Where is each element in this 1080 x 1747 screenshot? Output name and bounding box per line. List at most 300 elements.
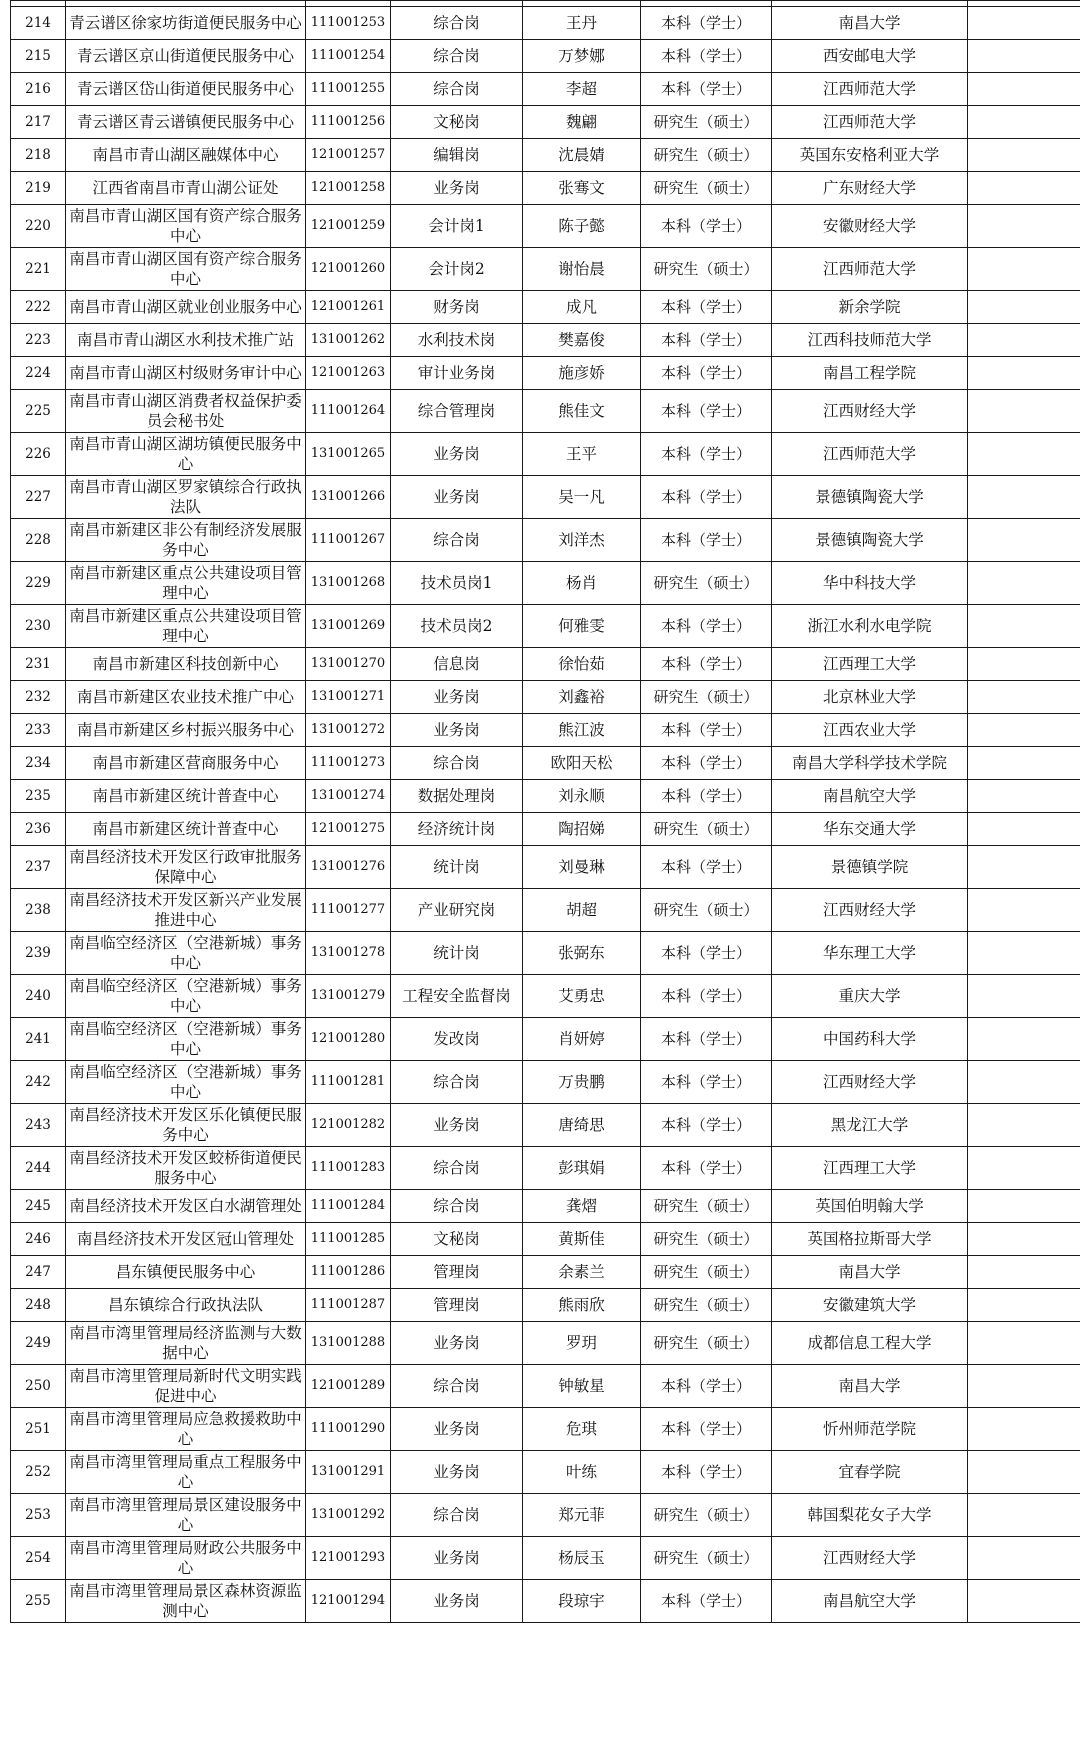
degree: 研究生（硕士） bbox=[641, 1322, 772, 1365]
table-row bbox=[11, 433, 1080, 476]
roster-table bbox=[10, 0, 1080, 1623]
row-number: 227 bbox=[11, 476, 66, 519]
blank-cell bbox=[968, 106, 1080, 139]
school: 西安邮电大学 bbox=[772, 40, 968, 73]
candidate-name: 刘洋杰 bbox=[523, 519, 641, 562]
school: 江西财经大学 bbox=[772, 889, 968, 932]
candidate-name: 成凡 bbox=[523, 291, 641, 324]
table-row bbox=[11, 1147, 1080, 1190]
post-name: 审计业务岗 bbox=[391, 357, 523, 390]
school: 重庆大学 bbox=[772, 975, 968, 1018]
row-number: 246 bbox=[11, 1223, 66, 1256]
degree: 本科（学士） bbox=[641, 1018, 772, 1061]
degree: 本科（学士） bbox=[641, 747, 772, 780]
post-name: 综合岗 bbox=[391, 7, 523, 40]
table-row bbox=[11, 390, 1080, 433]
school: 忻州师范学院 bbox=[772, 1408, 968, 1451]
post-code: 111001290 bbox=[306, 1408, 391, 1451]
row-number: 222 bbox=[11, 291, 66, 324]
employer-unit: 南昌临空经济区（空港新城）事务中心 bbox=[66, 932, 306, 975]
table-row bbox=[11, 106, 1080, 139]
row-number: 224 bbox=[11, 357, 66, 390]
candidate-name: 王平 bbox=[523, 433, 641, 476]
degree: 本科（学士） bbox=[641, 519, 772, 562]
post-name: 综合岗 bbox=[391, 519, 523, 562]
school: 华中科技大学 bbox=[772, 562, 968, 605]
table-row bbox=[11, 1322, 1080, 1365]
document-page bbox=[10, 0, 1080, 1747]
candidate-name: 施彦娇 bbox=[523, 357, 641, 390]
school: 南昌工程学院 bbox=[772, 357, 968, 390]
degree: 本科（学士） bbox=[641, 846, 772, 889]
degree: 研究生（硕士） bbox=[641, 106, 772, 139]
blank-cell bbox=[968, 172, 1080, 205]
blank-cell bbox=[968, 889, 1080, 932]
blank-cell bbox=[968, 1256, 1080, 1289]
candidate-name: 魏翩 bbox=[523, 106, 641, 139]
table-row bbox=[11, 714, 1080, 747]
row-number: 245 bbox=[11, 1190, 66, 1223]
candidate-name: 段琼宇 bbox=[523, 1580, 641, 1623]
degree: 本科（学士） bbox=[641, 205, 772, 248]
blank-cell bbox=[968, 780, 1080, 813]
post-name: 综合岗 bbox=[391, 1147, 523, 1190]
post-code: 111001255 bbox=[306, 73, 391, 106]
table-row bbox=[11, 747, 1080, 780]
school: 景德镇陶瓷大学 bbox=[772, 519, 968, 562]
blank-cell bbox=[968, 1289, 1080, 1322]
candidate-name: 杨辰玉 bbox=[523, 1537, 641, 1580]
school: 江西财经大学 bbox=[772, 1537, 968, 1580]
employer-unit: 南昌经济技术开发区蛟桥街道便民服务中心 bbox=[66, 1147, 306, 1190]
school: 中国药科大学 bbox=[772, 1018, 968, 1061]
post-code: 111001281 bbox=[306, 1061, 391, 1104]
post-code: 131001266 bbox=[306, 476, 391, 519]
post-name: 综合管理岗 bbox=[391, 390, 523, 433]
employer-unit: 江西省南昌市青山湖公证处 bbox=[66, 172, 306, 205]
candidate-name: 刘鑫裕 bbox=[523, 681, 641, 714]
school: 黑龙江大学 bbox=[772, 1104, 968, 1147]
post-name: 业务岗 bbox=[391, 1104, 523, 1147]
post-code: 121001293 bbox=[306, 1537, 391, 1580]
post-name: 产业研究岗 bbox=[391, 889, 523, 932]
degree: 本科（学士） bbox=[641, 1580, 772, 1623]
row-number: 236 bbox=[11, 813, 66, 846]
employer-unit: 南昌市新建区统计普查中心 bbox=[66, 813, 306, 846]
school: 新余学院 bbox=[772, 291, 968, 324]
table-row bbox=[11, 291, 1080, 324]
employer-unit: 南昌经济技术开发区行政审批服务保障中心 bbox=[66, 846, 306, 889]
candidate-name: 何雅雯 bbox=[523, 605, 641, 648]
school: 英国伯明翰大学 bbox=[772, 1190, 968, 1223]
post-code: 131001270 bbox=[306, 648, 391, 681]
blank-cell bbox=[968, 562, 1080, 605]
post-code: 111001277 bbox=[306, 889, 391, 932]
degree: 本科（学士） bbox=[641, 476, 772, 519]
employer-unit: 南昌市新建区乡村振兴服务中心 bbox=[66, 714, 306, 747]
table-row bbox=[11, 813, 1080, 846]
degree: 本科（学士） bbox=[641, 40, 772, 73]
school: 安徽建筑大学 bbox=[772, 1289, 968, 1322]
degree: 研究生（硕士） bbox=[641, 1494, 772, 1537]
degree: 本科（学士） bbox=[641, 780, 772, 813]
school: 江西理工大学 bbox=[772, 1147, 968, 1190]
table-row bbox=[11, 7, 1080, 40]
employer-unit: 南昌市新建区统计普查中心 bbox=[66, 780, 306, 813]
row-number: 233 bbox=[11, 714, 66, 747]
school: 景德镇陶瓷大学 bbox=[772, 476, 968, 519]
table-row bbox=[11, 1223, 1080, 1256]
school: 北京林业大学 bbox=[772, 681, 968, 714]
row-number: 229 bbox=[11, 562, 66, 605]
post-name: 技术员岗1 bbox=[391, 562, 523, 605]
post-name: 业务岗 bbox=[391, 1322, 523, 1365]
degree: 研究生（硕士） bbox=[641, 681, 772, 714]
degree: 本科（学士） bbox=[641, 390, 772, 433]
blank-cell bbox=[968, 1061, 1080, 1104]
degree: 本科（学士） bbox=[641, 605, 772, 648]
table-row bbox=[11, 324, 1080, 357]
blank-cell bbox=[968, 648, 1080, 681]
school: 江西财经大学 bbox=[772, 1061, 968, 1104]
school: 南昌大学 bbox=[772, 1256, 968, 1289]
table-row bbox=[11, 1494, 1080, 1537]
school: 江西师范大学 bbox=[772, 106, 968, 139]
post-code: 121001289 bbox=[306, 1365, 391, 1408]
school: 成都信息工程大学 bbox=[772, 1322, 968, 1365]
employer-unit: 南昌市青山湖区水利技术推广站 bbox=[66, 324, 306, 357]
degree: 本科（学士） bbox=[641, 7, 772, 40]
table-row bbox=[11, 476, 1080, 519]
employer-unit: 南昌市湾里管理局财政公共服务中心 bbox=[66, 1537, 306, 1580]
blank-cell bbox=[968, 324, 1080, 357]
post-code: 131001268 bbox=[306, 562, 391, 605]
row-number: 232 bbox=[11, 681, 66, 714]
school: 南昌航空大学 bbox=[772, 780, 968, 813]
school: 广东财经大学 bbox=[772, 172, 968, 205]
degree: 本科（学士） bbox=[641, 1061, 772, 1104]
post-name: 经济统计岗 bbox=[391, 813, 523, 846]
table-row bbox=[11, 73, 1080, 106]
candidate-name: 刘曼琳 bbox=[523, 846, 641, 889]
school: 景德镇学院 bbox=[772, 846, 968, 889]
post-name: 业务岗 bbox=[391, 1408, 523, 1451]
post-name: 统计岗 bbox=[391, 932, 523, 975]
school: 江西财经大学 bbox=[772, 390, 968, 433]
degree: 本科（学士） bbox=[641, 1408, 772, 1451]
blank-cell bbox=[968, 681, 1080, 714]
table-row bbox=[11, 1289, 1080, 1322]
row-number: 248 bbox=[11, 1289, 66, 1322]
employer-unit: 南昌市青山湖区国有资产综合服务中心 bbox=[66, 248, 306, 291]
blank-cell bbox=[968, 1104, 1080, 1147]
blank-cell bbox=[968, 476, 1080, 519]
row-number: 235 bbox=[11, 780, 66, 813]
row-number: 215 bbox=[11, 40, 66, 73]
post-name: 工程安全监督岗 bbox=[391, 975, 523, 1018]
post-name: 业务岗 bbox=[391, 433, 523, 476]
employer-unit: 南昌临空经济区（空港新城）事务中心 bbox=[66, 975, 306, 1018]
employer-unit: 青云谱区青云谱镇便民服务中心 bbox=[66, 106, 306, 139]
roster-body bbox=[11, 1, 1080, 1623]
row-number: 254 bbox=[11, 1537, 66, 1580]
post-name: 业务岗 bbox=[391, 172, 523, 205]
post-name: 业务岗 bbox=[391, 681, 523, 714]
post-code: 111001283 bbox=[306, 1147, 391, 1190]
employer-unit: 南昌市青山湖区村级财务审计中心 bbox=[66, 357, 306, 390]
post-code: 131001278 bbox=[306, 932, 391, 975]
candidate-name: 罗玥 bbox=[523, 1322, 641, 1365]
candidate-name: 陶招娣 bbox=[523, 813, 641, 846]
school: 宜春学院 bbox=[772, 1451, 968, 1494]
employer-unit: 南昌市新建区重点公共建设项目管理中心 bbox=[66, 605, 306, 648]
table-row bbox=[11, 681, 1080, 714]
candidate-name: 刘永顺 bbox=[523, 780, 641, 813]
table-row bbox=[11, 1018, 1080, 1061]
employer-unit: 南昌市新建区科技创新中心 bbox=[66, 648, 306, 681]
blank-cell bbox=[968, 73, 1080, 106]
employer-unit: 昌东镇便民服务中心 bbox=[66, 1256, 306, 1289]
degree: 研究生（硕士） bbox=[641, 1223, 772, 1256]
post-code: 121001258 bbox=[306, 172, 391, 205]
blank-cell bbox=[968, 1451, 1080, 1494]
blank-cell bbox=[968, 747, 1080, 780]
post-code: 131001269 bbox=[306, 605, 391, 648]
row-number: 225 bbox=[11, 390, 66, 433]
row-number: 219 bbox=[11, 172, 66, 205]
school: 江西师范大学 bbox=[772, 73, 968, 106]
candidate-name: 郑元菲 bbox=[523, 1494, 641, 1537]
row-number: 223 bbox=[11, 324, 66, 357]
table-row bbox=[11, 205, 1080, 248]
table-row bbox=[11, 975, 1080, 1018]
school: 英国格拉斯哥大学 bbox=[772, 1223, 968, 1256]
post-name: 综合岗 bbox=[391, 1061, 523, 1104]
employer-unit: 南昌市青山湖区消费者权益保护委员会秘书处 bbox=[66, 390, 306, 433]
school: 江西师范大学 bbox=[772, 248, 968, 291]
row-number: 218 bbox=[11, 139, 66, 172]
candidate-name: 沈晨婧 bbox=[523, 139, 641, 172]
degree: 研究生（硕士） bbox=[641, 172, 772, 205]
employer-unit: 青云谱区徐家坊街道便民服务中心 bbox=[66, 7, 306, 40]
degree: 本科（学士） bbox=[641, 433, 772, 476]
table-row bbox=[11, 139, 1080, 172]
table-row bbox=[11, 172, 1080, 205]
school: 华东理工大学 bbox=[772, 932, 968, 975]
post-code: 111001264 bbox=[306, 390, 391, 433]
blank-cell bbox=[968, 291, 1080, 324]
degree: 研究生（硕士） bbox=[641, 139, 772, 172]
school: 英国东安格利亚大学 bbox=[772, 139, 968, 172]
degree: 本科（学士） bbox=[641, 932, 772, 975]
blank-cell bbox=[968, 1408, 1080, 1451]
employer-unit: 南昌经济技术开发区乐化镇便民服务中心 bbox=[66, 1104, 306, 1147]
degree: 研究生（硕士） bbox=[641, 1289, 772, 1322]
employer-unit: 南昌临空经济区（空港新城）事务中心 bbox=[66, 1061, 306, 1104]
row-number: 247 bbox=[11, 1256, 66, 1289]
school: 江西科技师范大学 bbox=[772, 324, 968, 357]
blank-cell bbox=[968, 139, 1080, 172]
row-number: 220 bbox=[11, 205, 66, 248]
post-code: 131001276 bbox=[306, 846, 391, 889]
degree: 本科（学士） bbox=[641, 1104, 772, 1147]
table-row bbox=[11, 248, 1080, 291]
candidate-name: 张弼东 bbox=[523, 932, 641, 975]
blank-cell bbox=[968, 1322, 1080, 1365]
employer-unit: 南昌市青山湖区罗家镇综合行政执法队 bbox=[66, 476, 306, 519]
blank-cell bbox=[968, 975, 1080, 1018]
candidate-name: 吴一凡 bbox=[523, 476, 641, 519]
post-code: 131001274 bbox=[306, 780, 391, 813]
post-name: 业务岗 bbox=[391, 1537, 523, 1580]
post-name: 业务岗 bbox=[391, 1580, 523, 1623]
candidate-name: 熊江波 bbox=[523, 714, 641, 747]
post-name: 信息岗 bbox=[391, 648, 523, 681]
post-code: 111001287 bbox=[306, 1289, 391, 1322]
row-number: 250 bbox=[11, 1365, 66, 1408]
candidate-name: 余素兰 bbox=[523, 1256, 641, 1289]
table-row bbox=[11, 648, 1080, 681]
blank-cell bbox=[968, 1537, 1080, 1580]
degree: 研究生（硕士） bbox=[641, 248, 772, 291]
employer-unit: 南昌市青山湖区国有资产综合服务中心 bbox=[66, 205, 306, 248]
degree: 研究生（硕士） bbox=[641, 1537, 772, 1580]
employer-unit: 南昌临空经济区（空港新城）事务中心 bbox=[66, 1018, 306, 1061]
row-number: 252 bbox=[11, 1451, 66, 1494]
employer-unit: 南昌市青山湖区湖坊镇便民服务中心 bbox=[66, 433, 306, 476]
post-name: 业务岗 bbox=[391, 714, 523, 747]
degree: 本科（学士） bbox=[641, 1147, 772, 1190]
candidate-name: 熊雨欣 bbox=[523, 1289, 641, 1322]
row-number: 231 bbox=[11, 648, 66, 681]
post-code: 111001284 bbox=[306, 1190, 391, 1223]
post-name: 综合岗 bbox=[391, 1494, 523, 1537]
degree: 研究生（硕士） bbox=[641, 813, 772, 846]
post-code: 111001286 bbox=[306, 1256, 391, 1289]
blank-cell bbox=[968, 714, 1080, 747]
blank-cell bbox=[968, 1190, 1080, 1223]
candidate-name: 张骞文 bbox=[523, 172, 641, 205]
post-name: 综合岗 bbox=[391, 747, 523, 780]
school: 江西农业大学 bbox=[772, 714, 968, 747]
degree: 本科（学士） bbox=[641, 291, 772, 324]
degree: 本科（学士） bbox=[641, 357, 772, 390]
blank-cell bbox=[968, 932, 1080, 975]
post-code: 111001273 bbox=[306, 747, 391, 780]
post-code: 121001263 bbox=[306, 357, 391, 390]
post-code: 111001256 bbox=[306, 106, 391, 139]
employer-unit: 南昌经济技术开发区新兴产业发展推进中心 bbox=[66, 889, 306, 932]
table-row bbox=[11, 1580, 1080, 1623]
row-number: 214 bbox=[11, 7, 66, 40]
blank-cell bbox=[968, 248, 1080, 291]
row-number: 234 bbox=[11, 747, 66, 780]
degree: 研究生（硕士） bbox=[641, 889, 772, 932]
blank-cell bbox=[968, 7, 1080, 40]
post-code: 131001291 bbox=[306, 1451, 391, 1494]
candidate-name: 胡超 bbox=[523, 889, 641, 932]
employer-unit: 青云谱区京山街道便民服务中心 bbox=[66, 40, 306, 73]
school: 江西理工大学 bbox=[772, 648, 968, 681]
employer-unit: 南昌市湾里管理局景区森林资源监测中心 bbox=[66, 1580, 306, 1623]
row-number: 221 bbox=[11, 248, 66, 291]
post-name: 综合岗 bbox=[391, 1365, 523, 1408]
row-number: 255 bbox=[11, 1580, 66, 1623]
row-number: 251 bbox=[11, 1408, 66, 1451]
post-code: 121001275 bbox=[306, 813, 391, 846]
employer-unit: 南昌市湾里管理局景区建设服务中心 bbox=[66, 1494, 306, 1537]
post-name: 综合岗 bbox=[391, 40, 523, 73]
degree: 本科（学士） bbox=[641, 714, 772, 747]
row-number: 238 bbox=[11, 889, 66, 932]
post-name: 技术员岗2 bbox=[391, 605, 523, 648]
candidate-name: 樊嘉俊 bbox=[523, 324, 641, 357]
post-code: 111001267 bbox=[306, 519, 391, 562]
row-number: 241 bbox=[11, 1018, 66, 1061]
blank-cell bbox=[968, 1580, 1080, 1623]
row-number: 217 bbox=[11, 106, 66, 139]
school: 南昌航空大学 bbox=[772, 1580, 968, 1623]
row-number: 244 bbox=[11, 1147, 66, 1190]
employer-unit: 南昌市青山湖区融媒体中心 bbox=[66, 139, 306, 172]
post-code: 121001282 bbox=[306, 1104, 391, 1147]
blank-cell bbox=[968, 813, 1080, 846]
table-row bbox=[11, 1408, 1080, 1451]
employer-unit: 南昌市湾里管理局应急救援救助中心 bbox=[66, 1408, 306, 1451]
degree: 本科（学士） bbox=[641, 73, 772, 106]
blank-cell bbox=[968, 1365, 1080, 1408]
table-row bbox=[11, 889, 1080, 932]
candidate-name: 陈子懿 bbox=[523, 205, 641, 248]
post-name: 综合岗 bbox=[391, 1190, 523, 1223]
candidate-name: 龚熠 bbox=[523, 1190, 641, 1223]
row-number: 239 bbox=[11, 932, 66, 975]
row-number: 243 bbox=[11, 1104, 66, 1147]
table-row bbox=[11, 1537, 1080, 1580]
blank-cell bbox=[968, 605, 1080, 648]
post-code: 131001262 bbox=[306, 324, 391, 357]
employer-unit: 昌东镇综合行政执法队 bbox=[66, 1289, 306, 1322]
row-number: 237 bbox=[11, 846, 66, 889]
post-code: 121001294 bbox=[306, 1580, 391, 1623]
blank-cell bbox=[968, 357, 1080, 390]
table-row bbox=[11, 1451, 1080, 1494]
post-name: 数据处理岗 bbox=[391, 780, 523, 813]
employer-unit: 南昌市湾里管理局新时代文明实践促进中心 bbox=[66, 1365, 306, 1408]
candidate-name: 黄斯佳 bbox=[523, 1223, 641, 1256]
candidate-name: 李超 bbox=[523, 73, 641, 106]
candidate-name: 万贵鹏 bbox=[523, 1061, 641, 1104]
table-row bbox=[11, 1190, 1080, 1223]
employer-unit: 南昌市新建区农业技术推广中心 bbox=[66, 681, 306, 714]
post-name: 文秘岗 bbox=[391, 1223, 523, 1256]
post-name: 水利技术岗 bbox=[391, 324, 523, 357]
post-code: 121001261 bbox=[306, 291, 391, 324]
post-name: 财务岗 bbox=[391, 291, 523, 324]
school: 南昌大学科学技术学院 bbox=[772, 747, 968, 780]
table-row bbox=[11, 40, 1080, 73]
employer-unit: 南昌市湾里管理局重点工程服务中心 bbox=[66, 1451, 306, 1494]
post-name: 会计岗2 bbox=[391, 248, 523, 291]
candidate-name: 钟敏星 bbox=[523, 1365, 641, 1408]
table-row bbox=[11, 1365, 1080, 1408]
post-name: 发改岗 bbox=[391, 1018, 523, 1061]
candidate-name: 危琪 bbox=[523, 1408, 641, 1451]
post-code: 111001253 bbox=[306, 7, 391, 40]
post-code: 131001292 bbox=[306, 1494, 391, 1537]
candidate-name: 唐绮思 bbox=[523, 1104, 641, 1147]
post-code: 121001257 bbox=[306, 139, 391, 172]
